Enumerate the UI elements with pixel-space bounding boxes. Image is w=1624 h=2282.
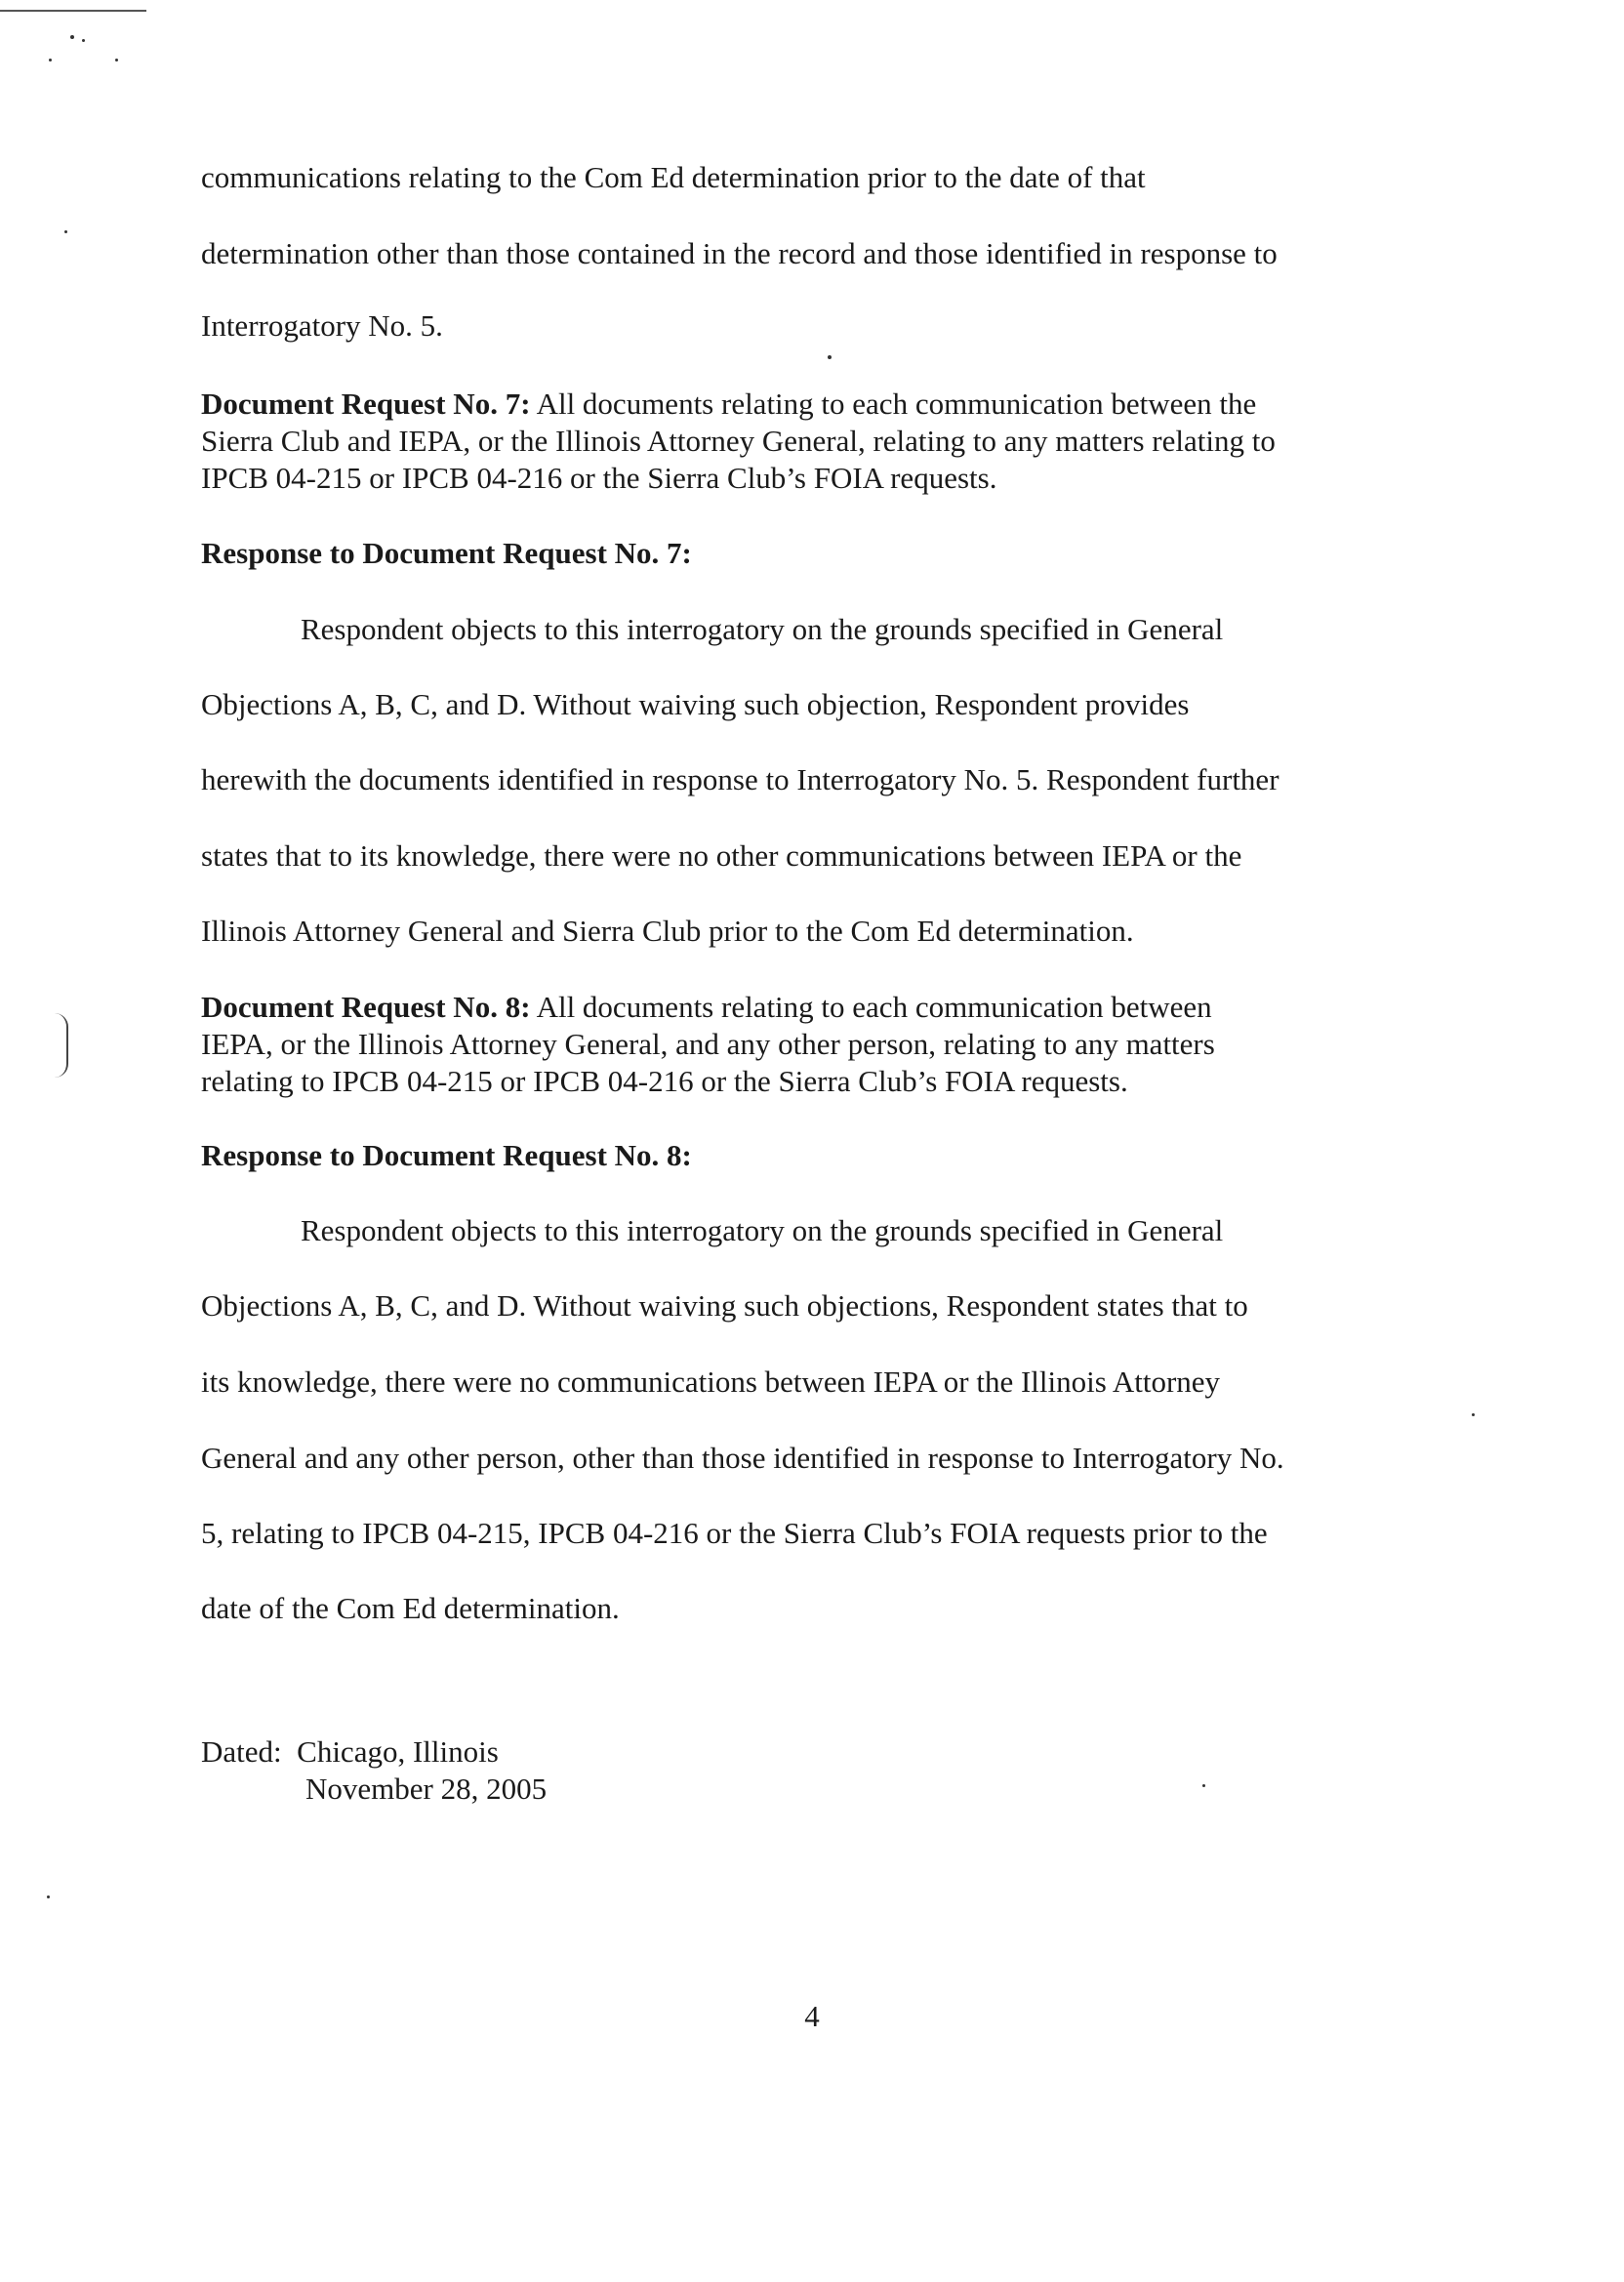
request-8-line (201, 990, 1212, 1025)
scan-hole-mark (55, 1013, 68, 1078)
request-7-line: Sierra Club and IEPA, or the Illinois Attorney General, relating to any matters relating to (201, 424, 1276, 458)
response-7-heading: Response to Document Request No. 7: (201, 536, 692, 570)
body-line: communications relating to the Com Ed determination prior to the date of that (201, 160, 1146, 194)
page-number: 4 (804, 1999, 820, 2033)
request-7-text: All documents relating to each communication between the (530, 387, 1257, 421)
request-7-line (201, 387, 1256, 422)
scan-speck (115, 59, 118, 61)
response-8-line: 5, relating to IPCB 04-215, IPCB 04-216 or the Sierra Club’s FOIA requests prior to the (201, 1516, 1268, 1550)
response-8-line: General and any other person, other than those identified in response to Interrogatory No. (201, 1441, 1284, 1475)
scan-speck (47, 1895, 50, 1898)
response-7-line: herewith the documents identified in response to Interrogatory No. 5. Respondent further (201, 762, 1279, 796)
scan-speck (1202, 1784, 1205, 1787)
response-8-line: its knowledge, there were no communications between IEPA or the Illinois Attorney (201, 1365, 1221, 1399)
scan-speck (82, 39, 85, 42)
response-7-line: states that to its knowledge, there were no other communications between IEPA or the (201, 838, 1242, 873)
scan-speck (1472, 1413, 1475, 1416)
dated-date: November 28, 2005 (305, 1772, 548, 1806)
dated-line (201, 1734, 499, 1770)
body-line: Interrogatory No. 5. (201, 308, 443, 343)
dated-place: Chicago, Illinois (297, 1734, 499, 1769)
body-line: determination other than those contained in the record and those identified in response to (201, 236, 1278, 270)
scan-rule-mark (0, 10, 146, 12)
scan-speck (49, 59, 52, 61)
response-8-line: Respondent objects to this interrogatory on the grounds specified in General (301, 1213, 1224, 1247)
response-7-line: Respondent objects to this interrogatory on the grounds specified in General (301, 612, 1224, 646)
response-8-line: date of the Com Ed determination. (201, 1591, 620, 1625)
request-8-text: All documents relating to each communication between (530, 990, 1212, 1024)
response-8-heading: Response to Document Request No. 8: (201, 1138, 692, 1172)
response-8-line: Objections A, B, C, and D. Without waiving such objections, Respondent states that to (201, 1288, 1248, 1323)
scan-speck (70, 35, 74, 39)
scan-speck (64, 230, 67, 233)
request-8-line: relating to IPCB 04-215 or IPCB 04-216 or the Sierra Club’s FOIA requests. (201, 1064, 1128, 1098)
request-8-label: Document Request No. 8: (201, 990, 531, 1024)
request-7-label: Document Request No. 7: (201, 387, 531, 421)
request-7-line: IPCB 04-215 or IPCB 04-216 or the Sierra Club’s FOIA requests. (201, 461, 997, 495)
scan-speck (828, 355, 832, 359)
request-8-line: IEPA, or the Illinois Attorney General, and any other person, relating to any matters (201, 1027, 1215, 1061)
response-7-line: Objections A, B, C, and D. Without waiving such objection, Respondent provides (201, 687, 1190, 721)
dated-label: Dated: (201, 1734, 282, 1769)
response-7-line: Illinois Attorney General and Sierra Club prior to the Com Ed determination. (201, 914, 1134, 948)
